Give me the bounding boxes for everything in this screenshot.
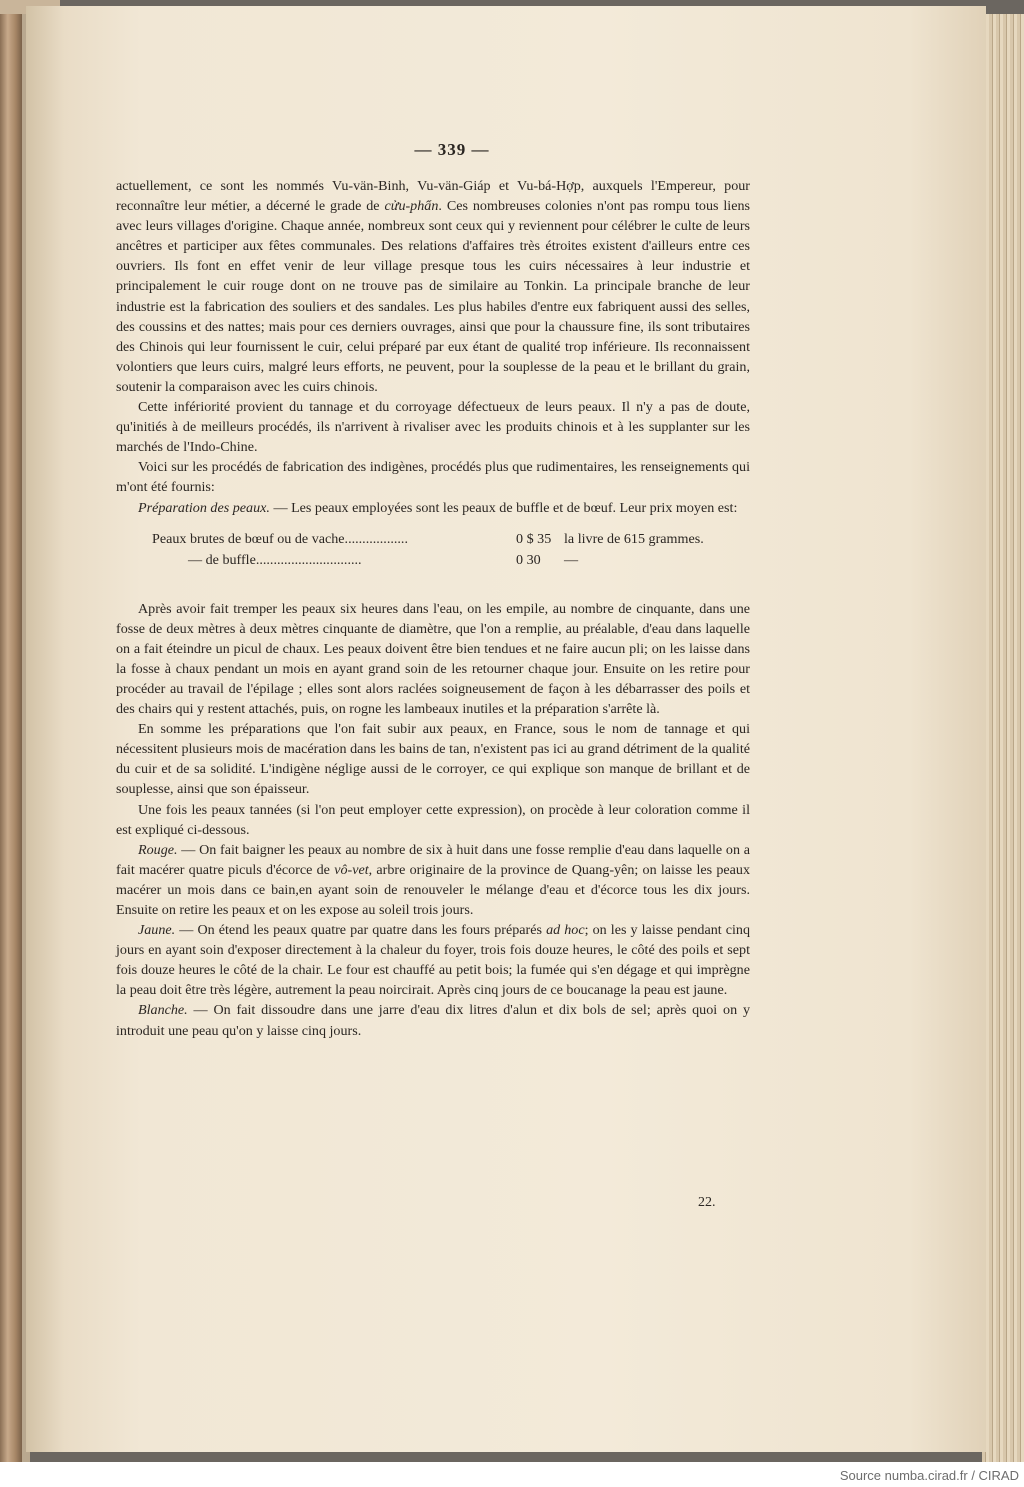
page-stack-edges	[982, 14, 1024, 1462]
italic-term: cửu-phẩn	[384, 198, 439, 215]
italic-term: vô-vet	[334, 861, 369, 878]
section-heading: Rouge.	[138, 841, 178, 858]
price-row	[116, 550, 750, 571]
spacer	[116, 518, 750, 529]
paragraph: Jaune. — On étend les peaux quatre par quatre dans les fours préparés ad hoc; on les y laisse pendant cinq jours en ayant soin d'exposer directement à la chaleur du foyer, trois fois douze heures, le côté des poils et sept fois douze heures le côté de la chair. Le four est chauffé au petit bois; la fumée qui s'en dégage et qui imprègne la peau doit être très légère, autrement la peau noircirait. Après cinq jours de ce boucanage la peau est jaune.	[116, 922, 751, 999]
section-heading: Blanche.	[138, 1002, 188, 1019]
book-binding	[0, 0, 22, 1462]
paragraph: En somme les préparations que l'on fait subir aux peaux, en France, sous le nom de tannage et qui nécessitent plusieurs mois de macération dans les bains de tan, n'existent pas ici au grand détriment de la qualité du cuir et de sa solidité. L'indigène néglige aussi de le corroyer, ce qui explique son manque de brillant et de souplesse, ainsi que son épaisseur.	[116, 721, 750, 798]
price-unit: la livre de 615 grammes.	[564, 530, 704, 547]
paragraph: Voici sur les procédés de fabrication des indigènes, procédés plus que rudimentaires, les renseignements qui m'ont été fournis:	[116, 459, 750, 496]
price-row	[116, 529, 750, 550]
italic-term: ad hoc	[546, 922, 585, 939]
paragraph: actuellement, ce sont les nommés Vu-vän-Binh, Vu-vän-Giáp et Vu-bá-Hợp, auxquels l'Empereur, pour reconnaître leur métier, a décerné le grade de cửu-phẩn. Ces nombreuses colonies n'ont pas rompu tous liens avec leurs villages d'origine. Chaque année, nombreux sont ceux qui y reviennent pour célébrer le culte de leurs ancêtres et participer aux fêtes communales. Des relations d'affaires très étroites existent d'ailleurs entre ces ouvriers. Ils font en effet venir de leur village presque tous les cuirs nécessaires à leur industrie et principalement le cuir rouge dont on ne trouve pas de similaire au Tonkin. La principale branche de leur industrie est la fabrication des souliers et des sandales. Les plus habiles d'entre eux fabriquent aussi des selles, des coussins et des nattes; mais pour ces derniers ouvrages, ainsi que pour la chaussure fine, ils sont tributaires des Chinois qui leur fournissent le cuir, celui préparé par eux étant de qualité trop inférieure. Ils reconnaissent volontiers que leurs cuirs, malgré leurs efforts, ne peuvent, pour la souplesse de la peau et le brillant du grain, soutenir la comparaison avec les cuirs chinois.	[116, 178, 751, 395]
paragraph: Rouge. — On fait baigner les peaux au nombre de six à huit dans une fosse remplie d'eau dans laquelle on a fait macérer quatre piculs d'écorce de vô-vet, arbre originaire de la province de Quang-yên; on laisse les peaux macérer un mois dans ce bain,en ayant soin de renouveler le mélange d'eau et d'écorce tous les dix jours. Ensuite on retire les peaux et on les expose au soleil trois jours.	[116, 841, 750, 918]
page-body	[116, 176, 750, 1041]
paragraph: Préparation des peaux. — Les peaux employées sont les peaux de buffle et de bœuf. Leur prix moyen est:	[138, 499, 738, 516]
spacer	[116, 571, 750, 599]
price-amount: 0 $ 35	[516, 530, 552, 547]
price-label: Peaux brutes de bœuf ou de vache..................	[152, 530, 408, 547]
page-header	[0, 140, 1024, 160]
price-table	[116, 529, 750, 571]
paragraph: Après avoir fait tremper les peaux six heures dans l'eau, on les empile, au nombre de cinquante, dans une fosse de deux mètres à deux mètres cinquante de diamètre, que l'on a remplie, au préalable, d'eau dans laquelle on a fait éteindre un picul de chaux. Les peaux doivent être bien tendues et ne faire aucun pli; on les laisse dans la fosse à chaux pendant un mois en ayant grand soin de les retourner chaque jour. Ensuite on les retire pour procéder au travail de l'épilage ; elles sont alors raclées soigneusement de façon à les débarrasser des poils et des chairs qui y restent attachés, puis, on rogne les lambeaux inutiles et la préparation s'arrête là.	[116, 600, 750, 718]
section-heading: Jaune.	[138, 922, 176, 939]
section-heading: Préparation des peaux.	[138, 499, 270, 516]
source-credit: Source numba.cirad.fr / CIRAD	[839, 1468, 1019, 1483]
paragraph: Blanche. — On fait dissoudre dans une jarre d'eau dix litres d'alun et dix bols de sel; après quoi on y introduit une peau qu'on y laisse cinq jours.	[116, 1002, 750, 1039]
paragraph: Une fois les peaux tannées (si l'on peut employer cette expression), on procède à leur coloration comme il est expliqué ci-dessous.	[116, 801, 750, 838]
price-amount: 0 30	[516, 551, 541, 568]
price-unit: —	[564, 551, 579, 568]
page-number: — 339 —	[414, 140, 490, 159]
sheet-signature: 22.	[698, 1195, 716, 1210]
price-label: — de buffle..............................	[188, 551, 362, 568]
paragraph: Cette infériorité provient du tannage et du corroyage défectueux de leurs peaux. Il n'y a pas de doute, qu'initiés à de meilleurs procédés, ils n'arrivent à rivaliser avec les produits chinois et à les supplanter sur les marchés de l'Indo-Chine.	[116, 399, 750, 456]
